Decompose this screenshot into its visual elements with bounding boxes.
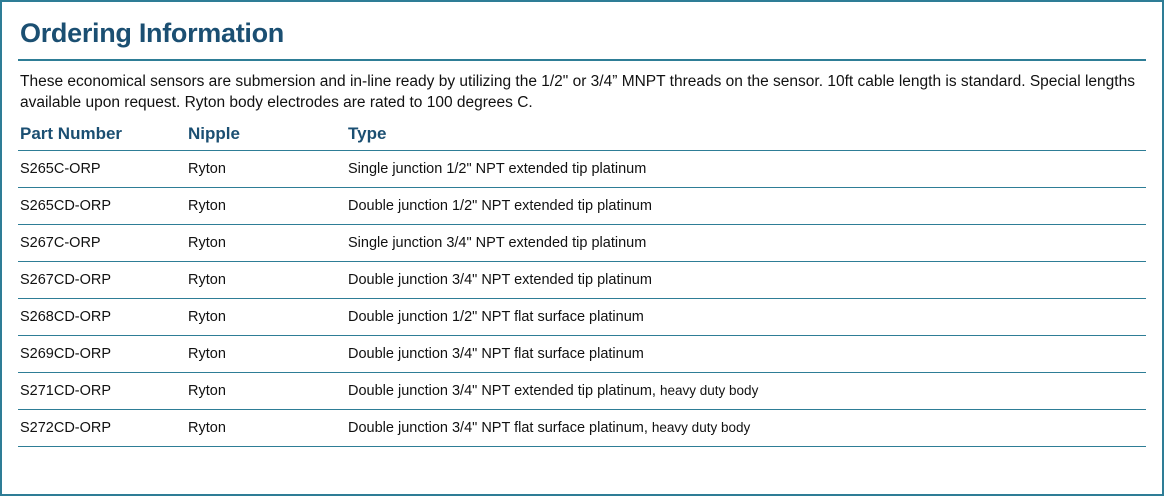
cell-type (346, 409, 1146, 446)
cell-type (346, 150, 1146, 187)
table-row (18, 298, 1146, 335)
intro-paragraph: These economical sensors are submersion and in-line ready by utilizing the 1/2" or 3/4” MNPT threads on the sensor. 10ft cable length is standard. Special lengths available upon request. Ryton body electrodes are rated to 100 degrees C. (20, 73, 1135, 112)
table-row (18, 224, 1146, 261)
table-header-row (18, 124, 1146, 151)
cell-nipple: Ryton (186, 224, 346, 261)
table-row (18, 335, 1146, 372)
cell-type (346, 298, 1146, 335)
table-row (18, 409, 1146, 446)
cell-part-number: S267CD-ORP (18, 261, 186, 298)
cell-type (346, 224, 1146, 261)
page-title: Ordering Information (20, 18, 285, 48)
cell-type-main: Double junction 1/2" NPT extended tip platinum (348, 197, 652, 214)
cell-nipple: Ryton (186, 150, 346, 187)
cell-type-main: Double junction 3/4" NPT flat surface platinum, (348, 419, 648, 436)
cell-nipple: Ryton (186, 335, 346, 372)
table-row (18, 372, 1146, 409)
column-header-nipple: Nipple (186, 124, 346, 151)
cell-part-number: S267C-ORP (18, 224, 186, 261)
title-divider (18, 59, 1146, 61)
cell-nipple: Ryton (186, 409, 346, 446)
cell-part-number: S272CD-ORP (18, 409, 186, 446)
table-row (18, 150, 1146, 187)
cell-type-main: Double junction 3/4" NPT flat surface platinum (348, 345, 644, 362)
cell-part-number: S265C-ORP (18, 150, 186, 187)
column-header-type: Type (346, 124, 1146, 151)
ordering-table (18, 124, 1146, 447)
cell-nipple: Ryton (186, 261, 346, 298)
cell-type-main: Double junction 1/2" NPT flat surface platinum (348, 308, 644, 325)
cell-nipple: Ryton (186, 372, 346, 409)
cell-part-number: S269CD-ORP (18, 335, 186, 372)
cell-type-main: Single junction 1/2" NPT extended tip platinum (348, 160, 647, 177)
table-row (18, 187, 1146, 224)
cell-type (346, 372, 1146, 409)
cell-type-main: Double junction 3/4" NPT extended tip platinum, (348, 382, 656, 399)
cell-type (346, 335, 1146, 372)
cell-nipple: Ryton (186, 298, 346, 335)
table-row (18, 261, 1146, 298)
cell-part-number: S268CD-ORP (18, 298, 186, 335)
cell-part-number: S271CD-ORP (18, 372, 186, 409)
cell-nipple: Ryton (186, 187, 346, 224)
cell-type (346, 187, 1146, 224)
cell-type-main: Single junction 3/4" NPT extended tip platinum (348, 234, 647, 251)
cell-type-extra: heavy duty body (651, 419, 751, 435)
cell-type-main: Double junction 3/4" NPT extended tip platinum (348, 271, 652, 288)
column-header-part-number: Part Number (18, 124, 186, 151)
cell-type (346, 261, 1146, 298)
cell-type-extra: heavy duty body (660, 382, 759, 398)
cell-part-number: S265CD-ORP (18, 187, 186, 224)
